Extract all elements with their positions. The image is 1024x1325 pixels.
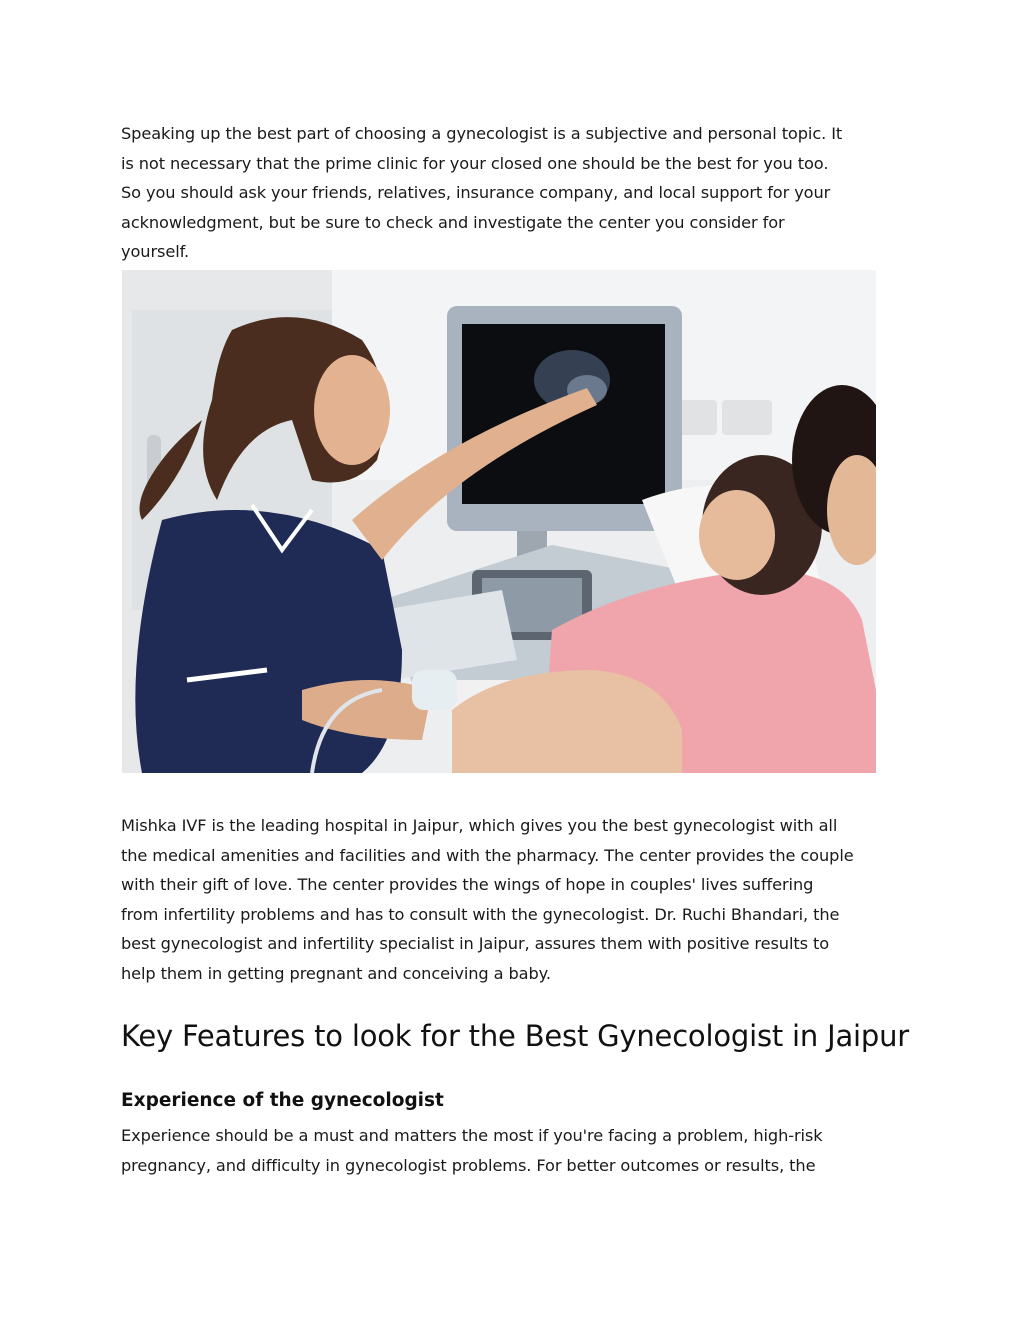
about-line: from infertility problems and has to consult with the gynecologist. Dr. Ruchi Bhandari, the — [121, 904, 840, 924]
intro-line: acknowledgment, but be sure to check and investigate the center you consider for — [121, 212, 785, 232]
intro-line: Speaking up the best part of choosing a gynecologist is a subjective and personal topic. It — [121, 124, 843, 143]
intro-line: yourself. — [121, 242, 190, 261]
ultrasound-scan-photo — [122, 270, 876, 773]
about-line: help them in getting pregnant and conceiving a baby. — [121, 963, 551, 983]
intro-line: So you should ask your friends, relatives, insurance company, and local support for your — [121, 183, 831, 202]
about-paragraph — [121, 811, 911, 988]
experience-line: pregnancy, and difficulty in gynecologist problems. For better outcomes or results, the — [121, 1155, 816, 1175]
about-line: Mishka IVF is the leading hospital in Jaipur, which gives you the best gynecologist with all — [121, 816, 838, 835]
subsection-heading: Experience of the gynecologist — [121, 1090, 444, 1111]
intro-paragraph — [121, 119, 911, 267]
section-heading: Key Features to look for the Best Gynecologist in Jaipur — [121, 1019, 909, 1053]
about-line: best gynecologist and infertility specialist in Jaipur, assures them with positive results to — [121, 934, 830, 953]
about-line: with their gift of love. The center provides the wings of hope in couples' lives suffering — [121, 875, 814, 894]
experience-line: Experience should be a must and matters the most if you're facing a problem, high-risk — [121, 1126, 823, 1145]
about-line: the medical amenities and facilities and with the pharmacy. The center provides the couple — [121, 845, 854, 865]
intro-line: is not necessary that the prime clinic for your closed one should be the best for you too. — [121, 153, 829, 173]
experience-paragraph — [121, 1121, 911, 1180]
